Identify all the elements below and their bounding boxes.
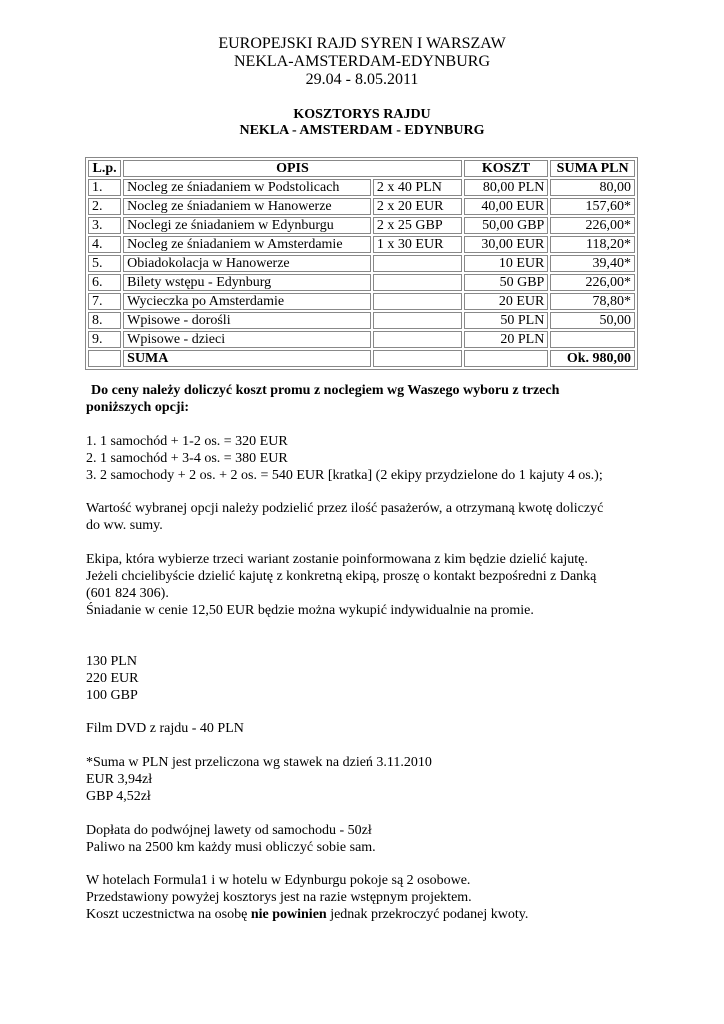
total-empty-ilosc bbox=[373, 350, 462, 367]
row-suma: 118,20* bbox=[550, 236, 635, 253]
table-row bbox=[88, 312, 635, 329]
notice-line2: poniższych opcji: bbox=[86, 400, 190, 415]
row-opis: Wycieczka po Amsterdamie bbox=[123, 293, 371, 310]
rate-note: *Suma w PLN jest przeliczona wg stawek na dzień 3.11.2010 bbox=[86, 755, 432, 770]
total-empty-koszt bbox=[464, 350, 549, 367]
table-row bbox=[88, 293, 635, 310]
total-label: SUMA bbox=[123, 350, 371, 367]
row-koszt: 30,00 EUR bbox=[464, 236, 549, 253]
row-opis: Nocleg ze śniadaniem w Hanowerze bbox=[123, 198, 371, 215]
row-opis: Wpisowe - dorośli bbox=[123, 312, 371, 329]
row-koszt: 40,00 EUR bbox=[464, 198, 549, 215]
row-suma bbox=[550, 331, 635, 348]
sum-gbp: 100 GBP bbox=[86, 688, 138, 703]
row-lp: 8. bbox=[88, 312, 121, 329]
final-line1: W hotelach Formula1 i w hotelu w Edynburgu pokoje są 2 osobowe. bbox=[86, 873, 471, 888]
row-koszt: 20 PLN bbox=[464, 331, 549, 348]
row-koszt: 80,00 PLN bbox=[464, 179, 549, 196]
table-row bbox=[88, 179, 635, 196]
sum-eur: 220 EUR bbox=[86, 671, 139, 686]
table-row bbox=[88, 217, 635, 234]
row-ilosc bbox=[373, 255, 462, 272]
row-suma: 39,40* bbox=[550, 255, 635, 272]
row-ilosc bbox=[373, 293, 462, 310]
row-lp: 9. bbox=[88, 331, 121, 348]
table-total-row bbox=[88, 350, 635, 367]
row-opis: Obiadokolacja w Hanowerze bbox=[123, 255, 371, 272]
row-ilosc: 1 x 30 EUR bbox=[373, 236, 462, 253]
final-line3-bold: nie powinien bbox=[250, 907, 327, 922]
row-koszt: 20 EUR bbox=[464, 293, 549, 310]
cost-table bbox=[85, 157, 638, 370]
total-empty-lp bbox=[88, 350, 121, 367]
final-line3 bbox=[86, 906, 528, 923]
row-koszt: 50 PLN bbox=[464, 312, 549, 329]
row-ilosc bbox=[373, 312, 462, 329]
table-row bbox=[88, 331, 635, 348]
table-row bbox=[88, 236, 635, 253]
paragraph-2c: (601 824 306). bbox=[86, 586, 169, 601]
extra-line2: Paliwo na 2500 km każdy musi obliczyć sobie sam. bbox=[86, 840, 376, 855]
option-3: 3. 2 samochody + 2 os. + 2 os. = 540 EUR [kratka] (2 ekipy przydzielone do 1 kajuty 4 os.); bbox=[86, 468, 603, 483]
row-suma: 226,00* bbox=[550, 217, 635, 234]
doc-subtitle1: KOSZTORYS RAJDU bbox=[293, 107, 431, 122]
row-ilosc: 2 x 25 GBP bbox=[373, 217, 462, 234]
doc-title-line2: NEKLA-AMSTERDAM-EDYNBURG bbox=[234, 53, 490, 70]
row-opis: Nocleg ze śniadaniem w Amsterdamie bbox=[123, 236, 371, 253]
header-suma: SUMA PLN bbox=[550, 160, 635, 177]
row-koszt: 50 GBP bbox=[464, 274, 549, 291]
paragraph-2b: Jeżeli chcielibyście dzielić kajutę z konkretną ekipą, proszę o kontakt bezpośredni z Danką bbox=[86, 569, 597, 584]
row-koszt: 50,00 GBP bbox=[464, 217, 549, 234]
row-opis: Wpisowe - dzieci bbox=[123, 331, 371, 348]
row-lp: 3. bbox=[88, 217, 121, 234]
dvd-line: Film DVD z rajdu - 40 PLN bbox=[86, 721, 244, 736]
row-opis: Bilety wstępu - Edynburg bbox=[123, 274, 371, 291]
notice-line1: Do ceny należy doliczyć koszt promu z noclegiem wg Waszego wyboru z trzech bbox=[91, 383, 560, 398]
rate-gbp: GBP 4,52zł bbox=[86, 789, 151, 804]
row-opis: Noclegi ze śniadaniem w Edynburgu bbox=[123, 217, 371, 234]
row-opis: Nocleg ze śniadaniem w Podstolicach bbox=[123, 179, 371, 196]
row-lp: 7. bbox=[88, 293, 121, 310]
total-value: Ok. 980,00 bbox=[550, 350, 635, 367]
row-lp: 1. bbox=[88, 179, 121, 196]
doc-title-dates: 29.04 - 8.05.2011 bbox=[305, 71, 419, 88]
doc-subtitle2: NEKLA - AMSTERDAM - EDYNBURG bbox=[239, 123, 485, 138]
row-ilosc: 2 x 20 EUR bbox=[373, 198, 462, 215]
paragraph-1a: Wartość wybranej opcji należy podzielić przez ilość pasażerów, a otrzymaną kwotę doliczyć bbox=[86, 501, 604, 516]
row-suma: 226,00* bbox=[550, 274, 635, 291]
row-suma: 78,80* bbox=[550, 293, 635, 310]
rate-eur: EUR 3,94zł bbox=[86, 772, 153, 787]
row-lp: 4. bbox=[88, 236, 121, 253]
header-opis: OPIS bbox=[123, 160, 462, 177]
paragraph-2d: Śniadanie w cenie 12,50 EUR będzie można wykupić indywidualnie na promie. bbox=[86, 603, 534, 618]
row-lp: 2. bbox=[88, 198, 121, 215]
row-ilosc bbox=[373, 331, 462, 348]
row-suma: 80,00 bbox=[550, 179, 635, 196]
extra-line1: Dopłata do podwójnej lawety od samochodu - 50zł bbox=[86, 823, 372, 838]
table-row bbox=[88, 198, 635, 215]
row-ilosc: 2 x 40 PLN bbox=[373, 179, 462, 196]
table-row bbox=[88, 255, 635, 272]
final-line2: Przedstawiony powyżej kosztorys jest na razie wstępnym projektem. bbox=[86, 890, 472, 905]
final-line3-pre: Koszt uczestnictwa na osobę bbox=[86, 907, 251, 922]
row-suma: 50,00 bbox=[550, 312, 635, 329]
doc-title-line1: EUROPEJSKI RAJD SYREN I WARSZAW bbox=[218, 35, 506, 52]
row-ilosc bbox=[373, 274, 462, 291]
header-lp: L.p. bbox=[88, 160, 121, 177]
sum-pln: 130 PLN bbox=[86, 654, 137, 669]
paragraph-2a: Ekipa, która wybierze trzeci wariant zostanie poinformowana z kim będzie dzielić kajutę. bbox=[86, 552, 588, 567]
row-koszt: 10 EUR bbox=[464, 255, 549, 272]
row-suma: 157,60* bbox=[550, 198, 635, 215]
header-koszt: KOSZT bbox=[464, 160, 549, 177]
row-lp: 6. bbox=[88, 274, 121, 291]
paragraph-1b: do ww. sumy. bbox=[86, 518, 163, 533]
row-lp: 5. bbox=[88, 255, 121, 272]
table-row bbox=[88, 274, 635, 291]
final-line3-post: jednak przekroczyć podanej kwoty. bbox=[326, 907, 529, 922]
table-header-row bbox=[88, 160, 635, 177]
option-1: 1. 1 samochód + 1-2 os. = 320 EUR bbox=[86, 434, 288, 449]
option-2: 2. 1 samochód + 3-4 os. = 380 EUR bbox=[86, 451, 288, 466]
